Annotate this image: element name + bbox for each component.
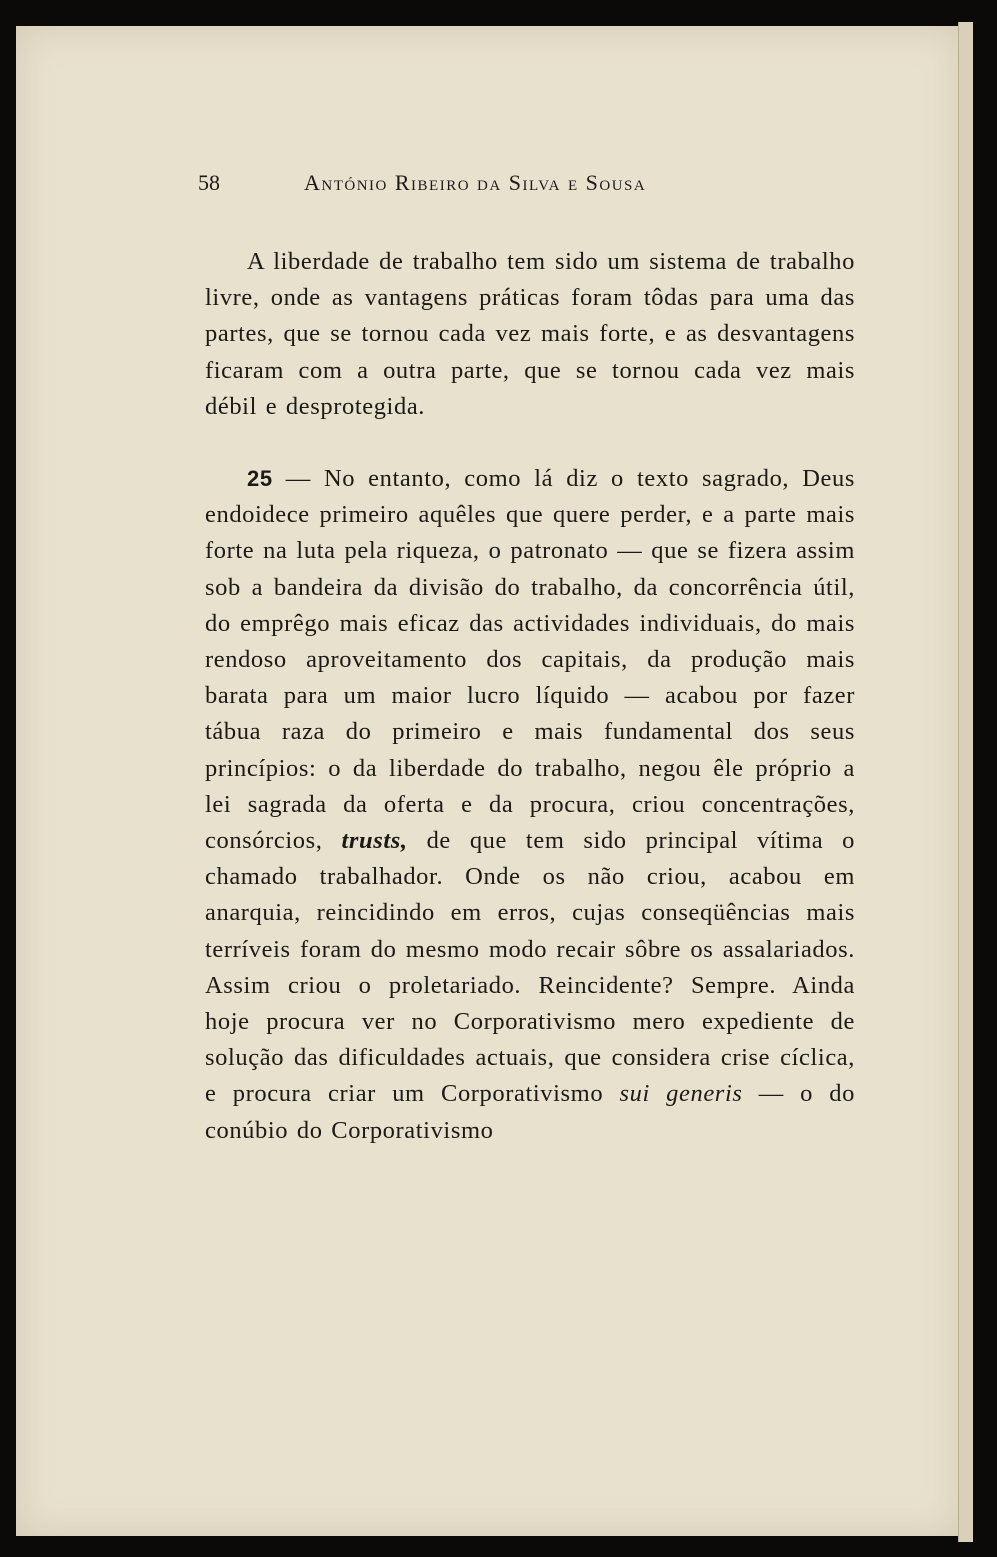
paragraph-1: A liberdade de trabalho tem sido um sistema de trabalho livre, onde as vantagens práticas foram tôdas para uma das partes, que se tornou cada vez mais forte, e as desvantagens ficaram com a outra parte, que se tornou cada vez mais débil e desprotegida. (205, 248, 855, 420)
page-header (198, 168, 858, 198)
paragraph-2-text-3: — o do conúbio do Corporativismo (205, 1080, 855, 1144)
paragraph-number: 25 (247, 466, 273, 492)
paragraph-2 (205, 461, 855, 1149)
page-number: 58 (198, 170, 220, 195)
paragraph-2-text-1: — No entanto, como lá diz o texto sagrado, Deus endoidece primeiro aquêles que quere perder, e a parte mais forte na luta pela riqueza, o patronato — que se fizera assim sob a bandeira da divisão do trabalho, da concorrência útil, do emprêgo mais eficaz das actividades individuais, do mais rendoso aproveitamento dos capitais, da produção mais barata para um maior lucro líquido — acabou por fazer tábua raza do primeiro e mais fundamental dos seus princípios: o da liberdade do trabalho, negou êle próprio a lei sagrada da oferta e da procura, criou concentrações, consórcios, (205, 465, 855, 855)
paragraph-2-text-2: de que tem sido principal vítima o chamado trabalhador. Onde os não criou, acabou em anarquia, reincidindo em erros, cujas conseqüências mais terríveis foram do mesmo modo recair sôbre os assalariados. Assim criou o proletariado. Reincidente? Sempre. Ainda hoje procura ver no Corporativismo mero expediente de solução das dificuldades actuais, que considera crise cíclica, e procura criar um Corporativismo (205, 827, 855, 1108)
italic-trusts: trusts, (341, 827, 408, 855)
italic-sui-generis: sui generis (619, 1080, 743, 1108)
body-text (205, 244, 855, 1149)
page-edge (958, 22, 973, 1542)
running-head: António Ribeiro da Silva e Sousa (304, 170, 647, 195)
